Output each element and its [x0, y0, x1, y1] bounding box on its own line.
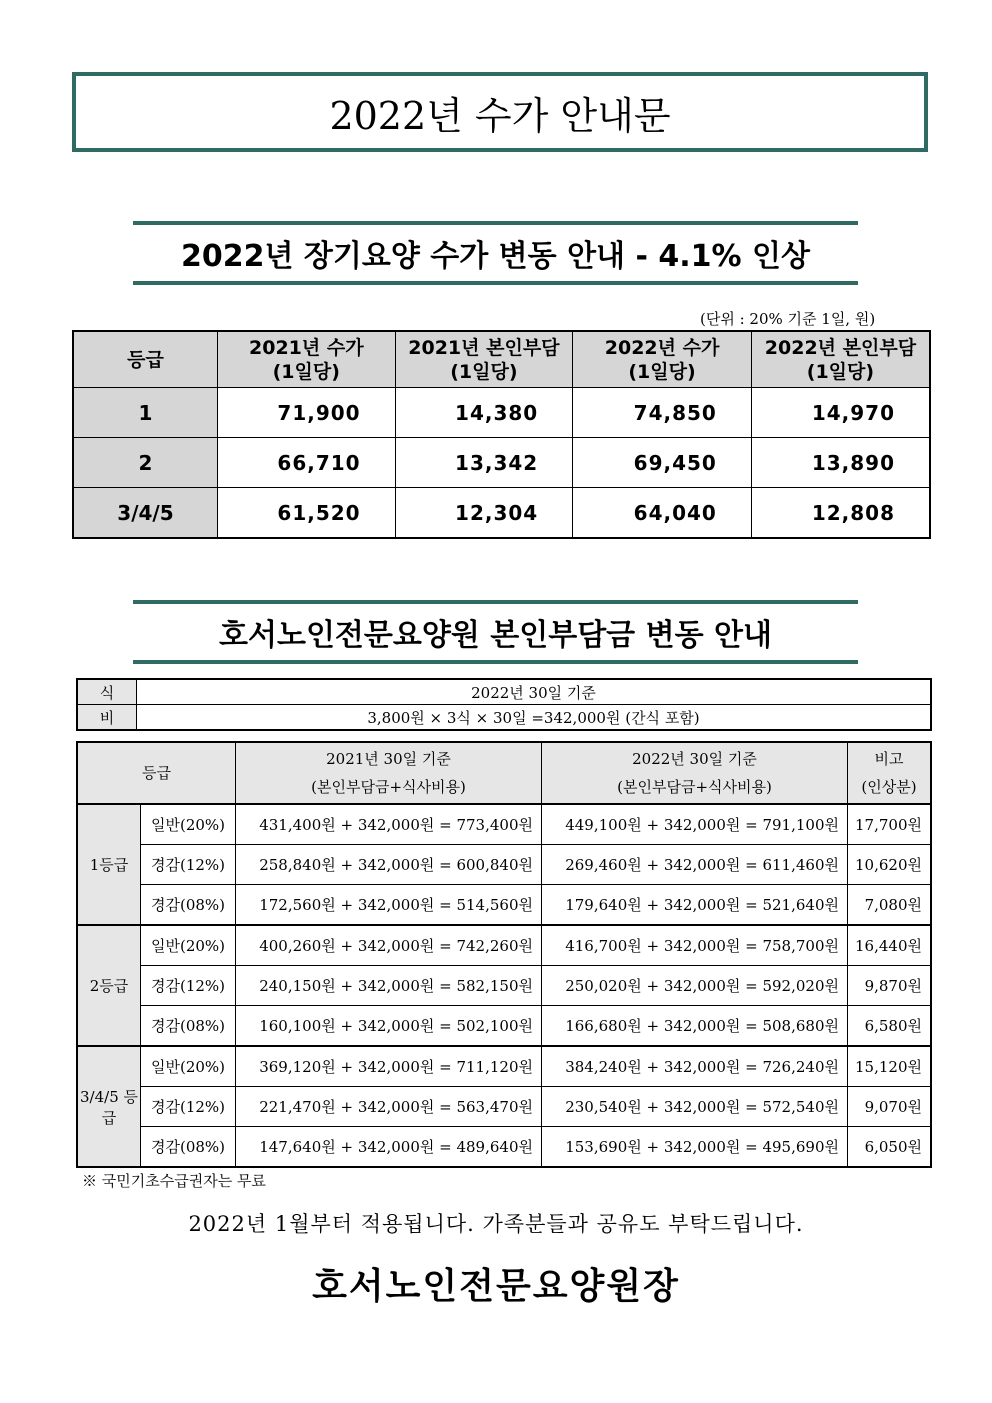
section1-heading: [133, 221, 858, 285]
calc-2022: 449,100원 + 342,000원 = 791,100원: [542, 804, 848, 845]
copay-table-header: [77, 742, 931, 804]
row-grade: 3/4/5: [73, 488, 217, 539]
calc-2022: 250,020원 + 342,000원 = 592,020원: [542, 966, 848, 1006]
copay-table-row: [77, 966, 931, 1006]
calc-2022: 384,240원 + 342,000원 = 726,240원: [542, 1046, 848, 1087]
calc-2021: 240,150원 + 342,000원 = 582,150원: [236, 966, 542, 1006]
calc-2022: 416,700원 + 342,000원 = 758,700원: [542, 925, 848, 966]
closing-message: 2022년 1월부터 적용됩니다. 가족분들과 공유도 부탁드립니다.: [188, 1212, 804, 1236]
calc-2021: 172,560원 + 342,000원 = 514,560원: [236, 885, 542, 926]
calc-2021: 369,120원 + 342,000원 = 711,120원: [236, 1046, 542, 1087]
fee-2021: 66,710: [217, 438, 395, 488]
copay-table-row: [77, 1006, 931, 1047]
row-diff: 10,620원: [848, 845, 932, 885]
row-diff: 6,580원: [848, 1006, 932, 1047]
row-type: 일반(20%): [141, 925, 236, 966]
header-note: 비고 (인상분): [848, 742, 932, 804]
group-grade: 1등급: [77, 804, 141, 925]
copay-table-row: [77, 925, 931, 966]
copay-table-row: [77, 845, 931, 885]
row-grade: 1: [73, 388, 217, 438]
copay-table-row: [77, 1087, 931, 1127]
fee-table-row: [73, 388, 930, 438]
row-type: 경감(08%): [141, 885, 236, 926]
copay-2022: 13,890: [751, 438, 930, 488]
calc-2021: 400,260원 + 342,000원 = 742,260원: [236, 925, 542, 966]
row-type: 경감(12%): [141, 1087, 236, 1127]
page-title-text: 2022년 수가 안내문: [329, 93, 671, 138]
header-2021-copay: 2021년 본인부담 (1일당): [395, 331, 573, 388]
copay-table-row: [77, 1127, 931, 1168]
signature: 호서노인전문요양원장: [312, 1265, 680, 1307]
calc-2021: 147,640원 + 342,000원 = 489,640원: [236, 1127, 542, 1168]
meal-label-top: 식: [77, 679, 137, 705]
fee-table: [72, 330, 931, 539]
header-2022-fee: 2022년 수가 (1일당): [573, 331, 752, 388]
copay-table: [76, 741, 932, 1168]
fee-2022: 64,040: [573, 488, 752, 539]
unit-note: (단위 : 20% 기준 1일, 원): [700, 310, 876, 328]
calc-2022: 269,460원 + 342,000원 = 611,460원: [542, 845, 848, 885]
row-diff: 9,070원: [848, 1087, 932, 1127]
fee-2021: 71,900: [217, 388, 395, 438]
calc-2022: 230,540원 + 342,000원 = 572,540원: [542, 1087, 848, 1127]
calc-2022: 179,640원 + 342,000원 = 521,640원: [542, 885, 848, 926]
row-diff: 16,440원: [848, 925, 932, 966]
meal-line2: 3,800원 × 3식 × 30일 =342,000원 (간식 포함): [137, 705, 932, 731]
calc-2021: 221,470원 + 342,000원 = 563,470원: [236, 1087, 542, 1127]
row-diff: 17,700원: [848, 804, 932, 845]
copay-2022: 14,970: [751, 388, 930, 438]
section1-heading-text: 2022년 장기요양 수가 변동 안내 - 4.1% 인상: [180, 239, 810, 274]
section2-heading-text: 호서노인전문요양원 본인부담금 변동 안내: [219, 618, 772, 653]
group-grade: 3/4/5 등급: [77, 1046, 141, 1167]
page-title: [72, 72, 928, 152]
row-type: 경감(08%): [141, 1127, 236, 1168]
meal-label-bottom: 비: [77, 705, 137, 731]
meal-line1: 2022년 30일 기준: [137, 679, 932, 705]
row-type: 경감(08%): [141, 1006, 236, 1047]
copay-2021: 12,304: [395, 488, 573, 539]
header-2022-copay: 2022년 본인부담 (1일당): [751, 331, 930, 388]
row-diff: 15,120원: [848, 1046, 932, 1087]
group-grade: 2등급: [77, 925, 141, 1046]
copay-2022: 12,808: [751, 488, 930, 539]
fee-2022: 74,850: [573, 388, 752, 438]
fee-table-header: [73, 331, 930, 388]
section2-heading: [133, 600, 858, 664]
copay-table-row: [77, 1046, 931, 1087]
header-2021-fee: 2021년 수가 (1일당): [217, 331, 395, 388]
row-type: 경감(12%): [141, 845, 236, 885]
fee-2021: 61,520: [217, 488, 395, 539]
calc-2021: 160,100원 + 342,000원 = 502,100원: [236, 1006, 542, 1047]
copay-2021: 14,380: [395, 388, 573, 438]
fee-2022: 69,450: [573, 438, 752, 488]
header-2022: 2022년 30일 기준 (본인부담금+식사비용): [542, 742, 848, 804]
calc-2021: 431,400원 + 342,000원 = 773,400원: [236, 804, 542, 845]
calc-2022: 166,680원 + 342,000원 = 508,680원: [542, 1006, 848, 1047]
row-grade: 2: [73, 438, 217, 488]
copay-table-row: [77, 804, 931, 845]
header-2021: 2021년 30일 기준 (본인부담금+식사비용): [236, 742, 542, 804]
copay-table-row: [77, 885, 931, 926]
copay-2021: 13,342: [395, 438, 573, 488]
row-diff: 9,870원: [848, 966, 932, 1006]
header-grade: 등급: [73, 331, 217, 388]
row-type: 일반(20%): [141, 1046, 236, 1087]
row-type: 경감(12%): [141, 966, 236, 1006]
row-type: 일반(20%): [141, 804, 236, 845]
row-diff: 7,080원: [848, 885, 932, 926]
row-diff: 6,050원: [848, 1127, 932, 1168]
header-grade: 등급: [77, 742, 236, 804]
calc-2022: 153,690원 + 342,000원 = 495,690원: [542, 1127, 848, 1168]
meal-cost-table: [76, 678, 932, 731]
footnote: ※ 국민기초수급권자는 무료: [82, 1172, 266, 1190]
calc-2021: 258,840원 + 342,000원 = 600,840원: [236, 845, 542, 885]
fee-table-row: [73, 438, 930, 488]
fee-table-row: [73, 488, 930, 539]
